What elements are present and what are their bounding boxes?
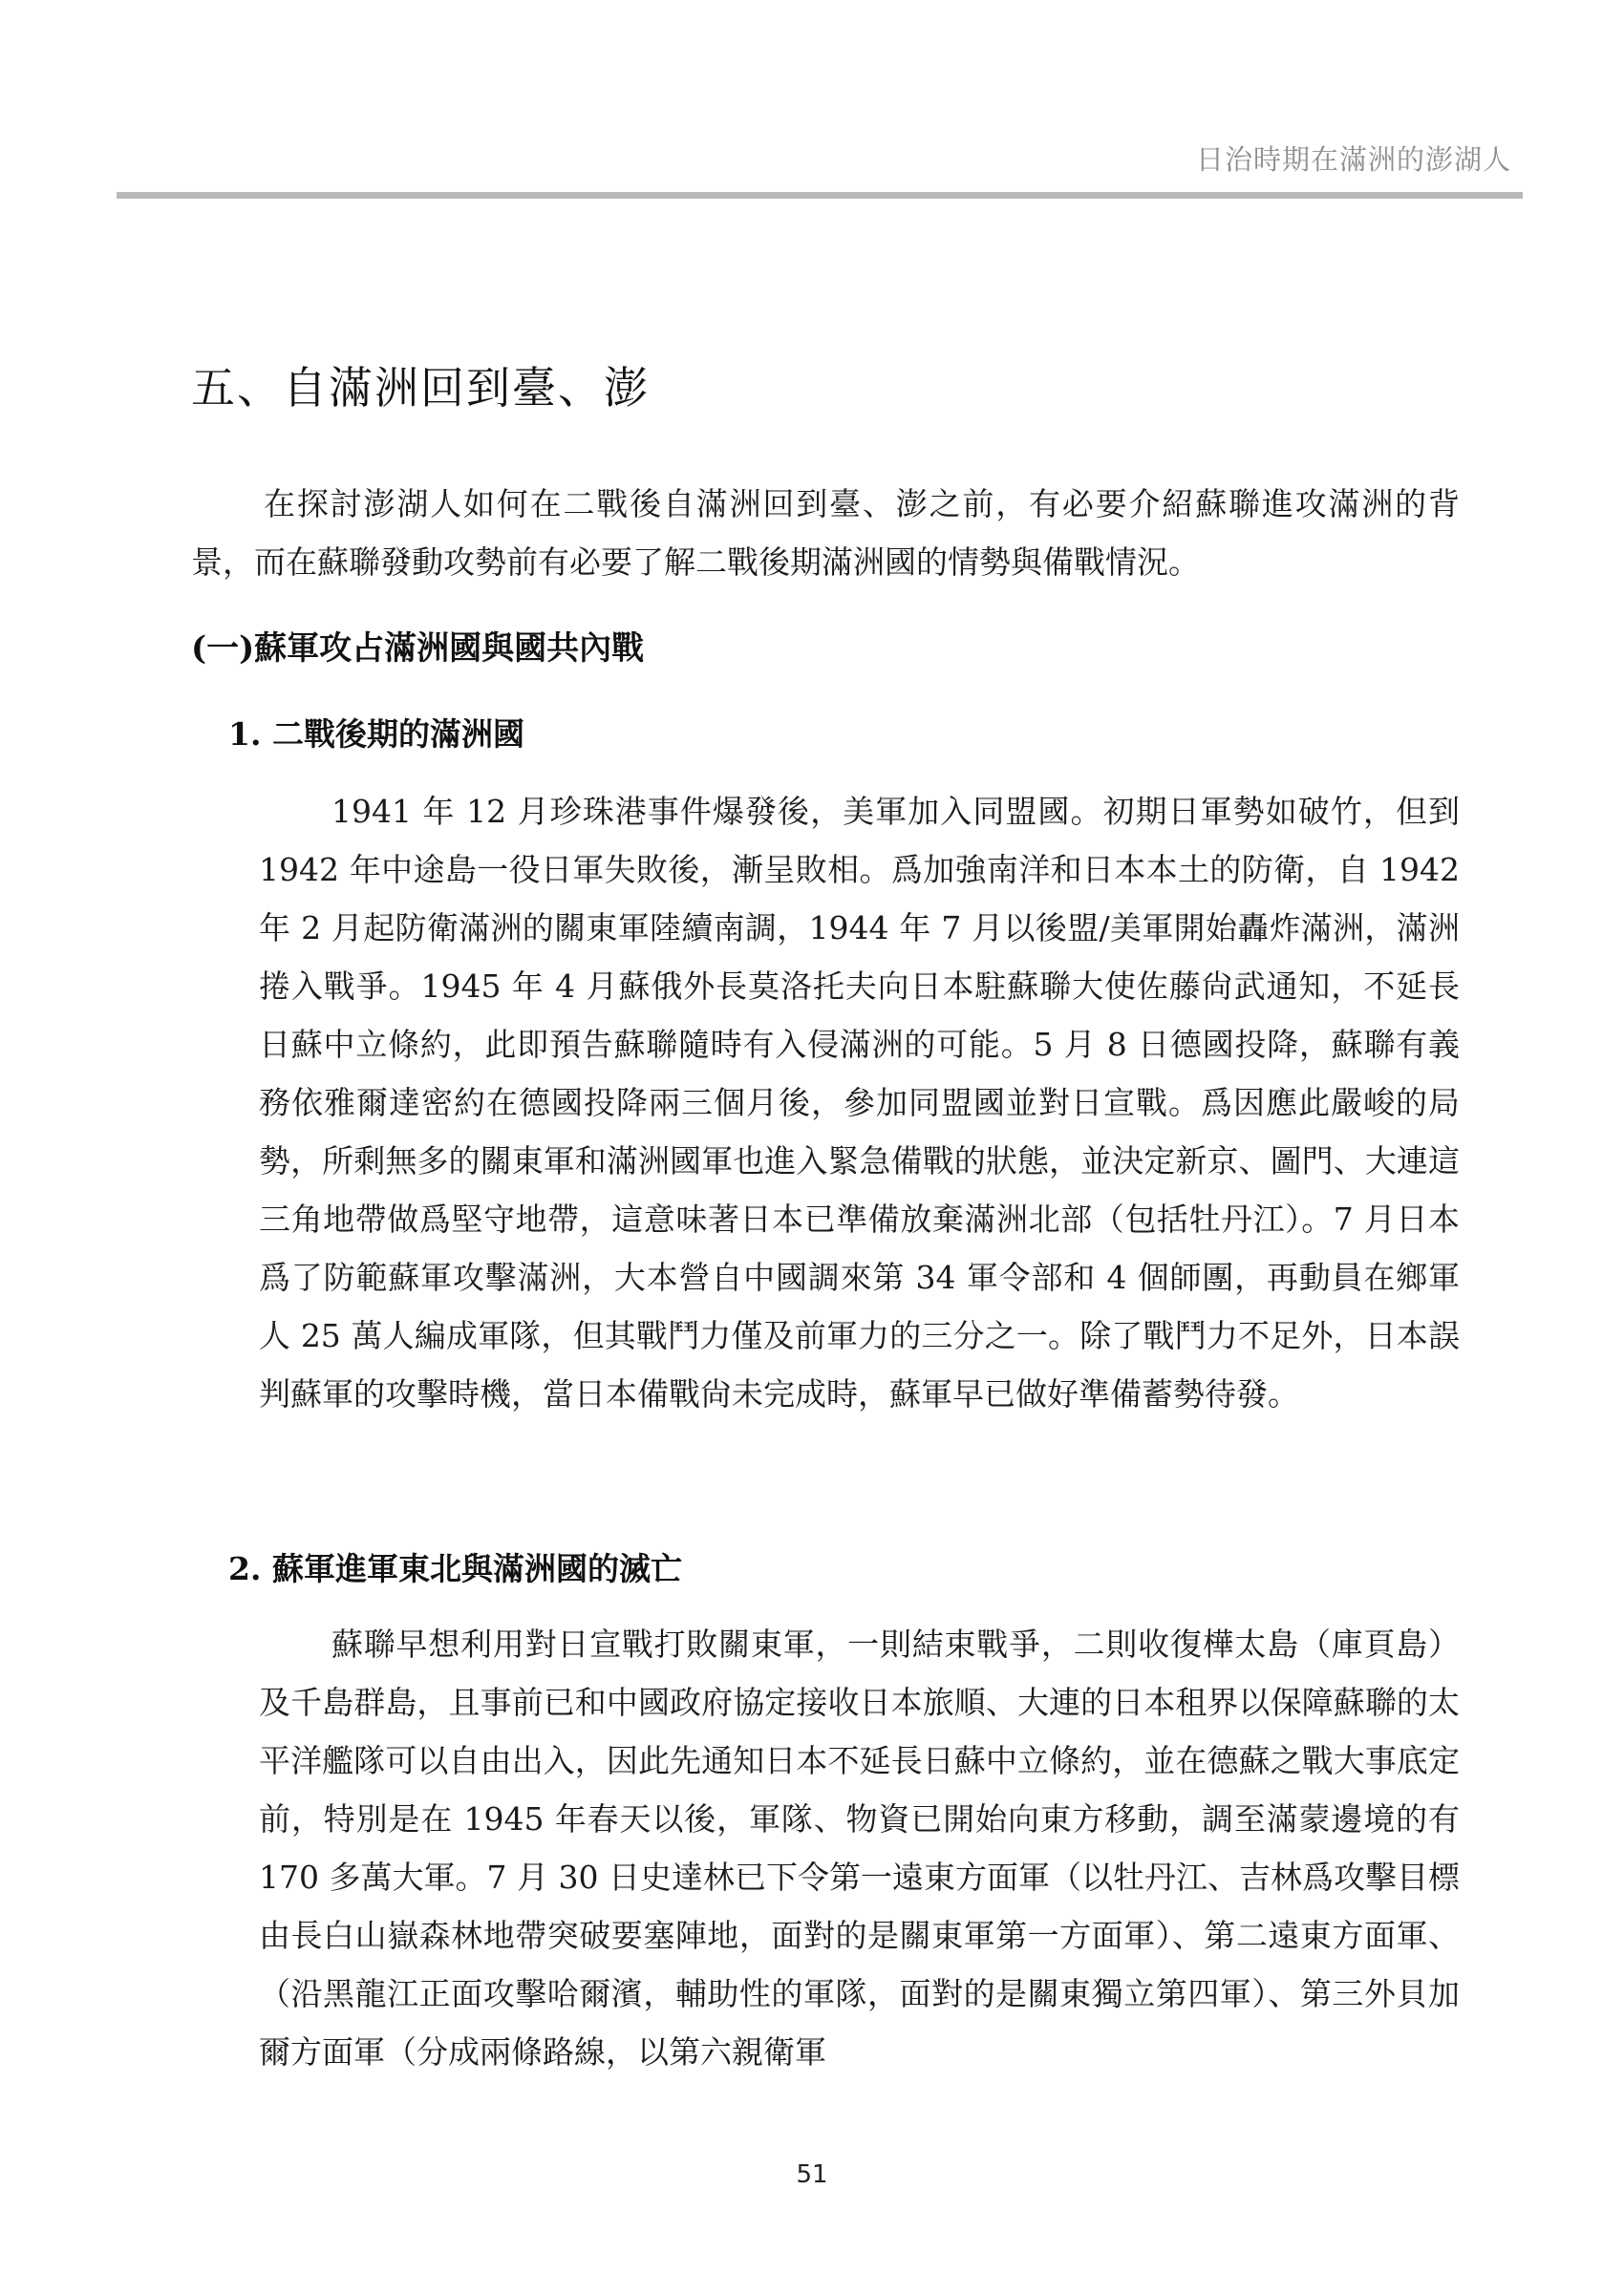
subsection-title: (一)蘇軍攻占滿洲國與國共內戰 <box>191 629 645 668</box>
item-heading-1: 1. 二戰後期的滿洲國 <box>228 715 524 753</box>
section-title: 五、自滿洲回到臺、澎 <box>191 362 650 414</box>
intro-paragraph: 在探討澎湖人如何在二戰後自滿洲回到臺、澎之前，有必要介紹蘇聯進攻滿洲的背景，而在蘇聯發動攻勢前有必要了解二戰後期滿洲國的情勢與備戰情況。 <box>191 485 1460 581</box>
running-header-title: 日治時期在滿洲的澎湖人 <box>1195 143 1511 176</box>
item-body-2: 蘇聯早想利用對日宣戰打敗關東軍，一則結束戰爭，二則收復樺太島（庫頁島）及千島群島，且事前已和中國政府協定接收日本旅順、大連的日本租界以保障蘇聯的太平洋艦隊可以自由出入，因此先通知日本不延長日蘇中立條約，並在德蘇之戰大事底定前，特別是在 1945 年春天以後，軍隊、物資已開始向東方移動，調至滿蒙邊境的有 170 多萬大軍。7 月 30 日史達林已下令第一遠東方面軍（以牡丹江、吉林爲攻擊目標由長白山嶽森林地帶突破要塞陣地，面對的是關東軍第一方面軍）、第二遠東方面軍、（沿黑龍江正面攻擊哈爾濱，輔助性的軍隊，面對的是關東獨立第四軍）、第三外貝加爾方面軍（分成兩條路線，以第六親衛軍 <box>259 1626 1460 2071</box>
item-body-1: 1941 年 12 月珍珠港事件爆發後，美軍加入同盟國。初期日軍勢如破竹，但到 1942 年中途島一役日軍失敗後，漸呈敗相。爲加強南洋和日本本土的防衛，自 1942 年 2 月起防衛滿洲的關東軍陸續南調，1944 年 7 月以後盟/美軍開始轟炸滿洲，滿洲捲入戰爭。1945 年 4 月蘇俄外長莫洛托夫向日本駐蘇聯大使佐藤尙武通知，不延長日蘇中立條約，此即預告蘇聯隨時有入侵滿洲的可能。5 月 8 日德國投降，蘇聯有義務依雅爾達密約在德國投降兩三個月後，參加同盟國並對日宣戰。爲因應此嚴峻的局勢，所剩無多的關東軍和滿洲國軍也進入緊急備戰的狀態，並決定新京、圖門、大連這三角地帶做爲堅守地帶，這意味著日本已準備放棄滿洲北部（包括牡丹江）。7 月日本爲了防範蘇軍攻擊滿洲，大本營自中國調來第 34 軍令部和 4 個師團，再動員在鄉軍人 25 萬人編成軍隊，但其戰鬥力僅及前軍力的三分之一。除了戰鬥力不足外，日本誤判蘇軍的攻擊時機，當日本備戰尙未完成時，蘇軍早已做好準備蓄勢待發。 <box>259 793 1460 1413</box>
header-divider <box>117 192 1523 199</box>
page-number: 51 <box>796 2160 828 2189</box>
item-heading-2: 2. 蘇軍進軍東北與滿洲國的滅亡 <box>228 1550 682 1587</box>
